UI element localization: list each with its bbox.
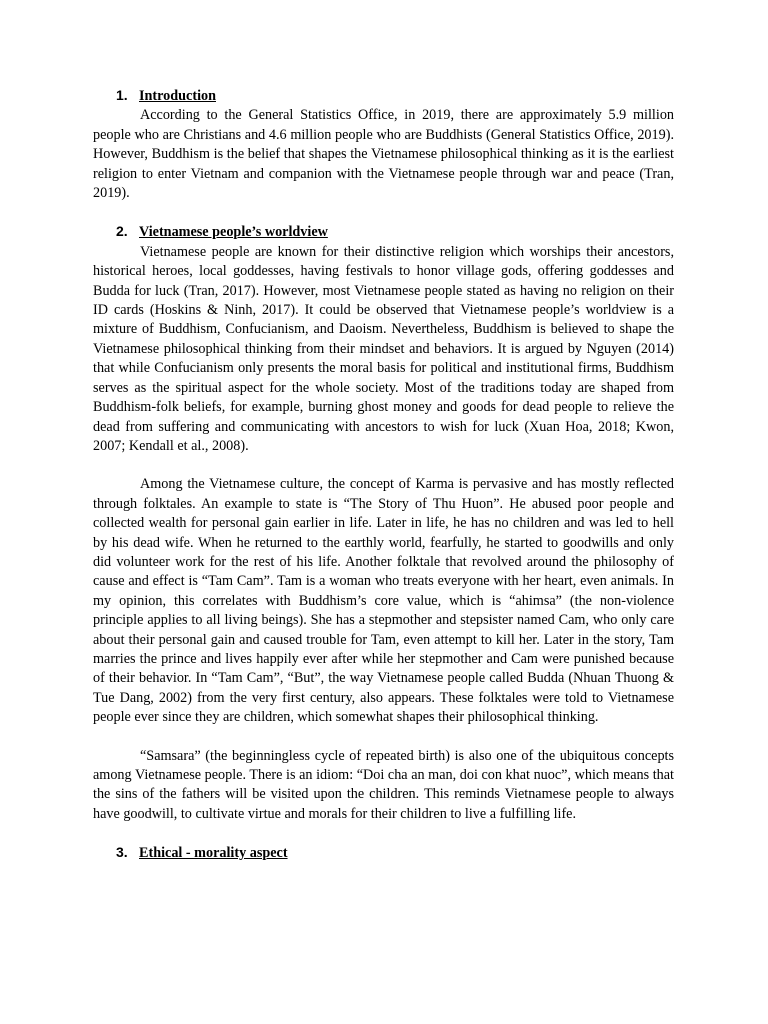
section-title: Introduction [139, 88, 216, 104]
section-number: 2. [116, 223, 128, 240]
section-title: Vietnamese people’s worldview [139, 224, 328, 241]
section-heading-introduction [116, 86, 674, 106]
document-page [93, 86, 674, 864]
paragraph: “Samsara” (the beginningless cycle of repeated birth) is also one of the ubiquitous concepts among Vietnamese people. There is an idiom: “Doi cha an man, doi con khat nuoc”, which means that the sins of the fathers will be visited upon the children. This reminds Vietnamese people to always have goodwill, to cultivate virtue and morals for their children to live a fulfilling life. [93, 747, 674, 822]
section-heading-worldview [116, 222, 674, 242]
section-title: Ethical - morality aspect [139, 845, 288, 862]
section-heading-ethical [116, 843, 674, 863]
section-number: 3. [116, 844, 128, 861]
paragraph: Among the Vietnamese culture, the concept of Karma is pervasive and has mostly reflected through folktales. An example to state is “The Story of Thu Huon”. He abused poor people and collected wealth for personal gain earlier in life. Later in life, he has no children and was led to hell by his dead wife. When he returned to the earthly world, fearfully, he started to goodwills and only did volunteer work for the rest of his life. Another folktale that revolved around the philosophy of cause and effect is “Tam Cam”. Tam is a woman who treats everyone with her heart, even animals. In my opinion, this correlates with Buddhism’s core value, which is “ahimsa” (the non-violence principle applies to all living beings). She has a stepmother and stepsister named Cam, who only care about their personal gain and caused trouble for Tam, even attempt to kill her. Later in the story, Tam marries the prince and lives happily ever after while her stepmother and Cam were punished because of their behavior. In “Tam Cam”, “But”, the way Vietnamese people called Budda (Nhuan Thuong & Tue Dang, 2002) from the very first century, also appears. These folktales were told to Vietnamese people ever since they are children, which somewhat shapes their philosophical thinking. [93, 476, 674, 726]
paragraph: According to the General Statistics Office, in 2019, there are approximately 5.9 million people who are Christians and 4.6 million people who are Buddhists (General Statistics Office, 2019). However, Buddhism is the belief that shapes the Vietnamese philosophical thinking as it is the earliest religion to enter Vietnam and companion with the Vietnamese people through war and peace (Tran, 2019). [93, 107, 674, 202]
paragraph: Vietnamese people are known for their distinctive religion which worships their ancestors, historical heroes, local goddesses, having festivals to honor village gods, offering goddesses and Budda for luck (Tran, 2017). However, most Vietnamese people stated as having no religion on their ID cards (Hoskins & Ninh, 2017). It could be observed that Vietnamese people’s worldview is a mixture of Buddhism, Confucianism, and Daoism. Nevertheless, Buddhism is believed to shape the Vietnamese philosophical thinking from their mindset and behaviors. It is argued by Nguyen (2014) that while Confucianism only presents the moral basis for political and institutional firms, Buddhism serves as the spiritual aspect for the whole society. Most of the traditions today are shaped from Buddhism-folk beliefs, for example, burning ghost money and goods for dead people to relieve the dead from suffering and communicating with ancestors to wish for luck (Xuan Hoa, 2018; Kwon, 2007; Kendall et al., 2008). [93, 243, 674, 454]
section-number: 1. [116, 87, 128, 103]
